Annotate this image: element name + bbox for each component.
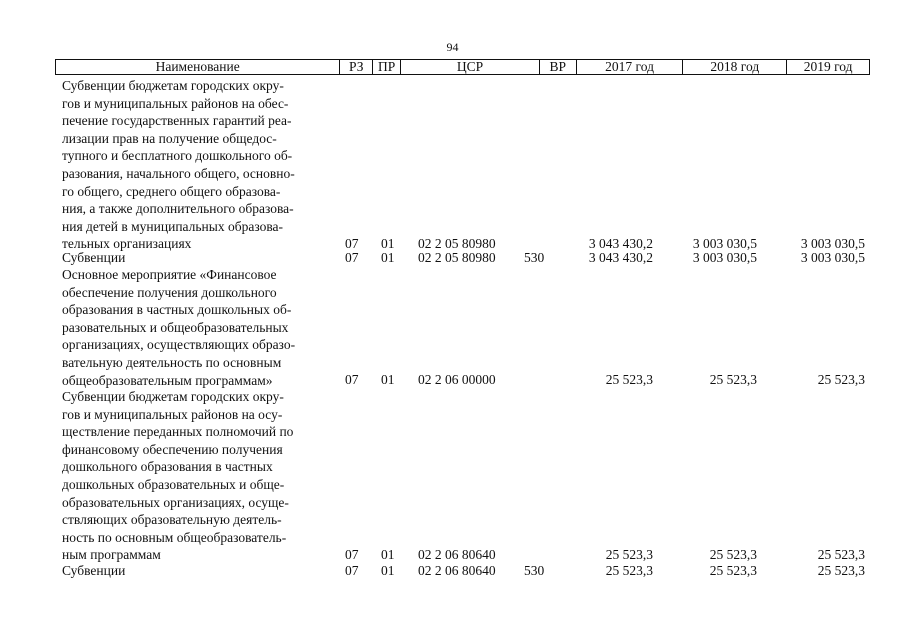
cell-pr: 01 — [381, 563, 395, 578]
header-name: Наименование — [56, 60, 340, 74]
row-name-line: ным программам — [62, 547, 161, 563]
header-csr: ЦСР — [401, 60, 540, 74]
table-row — [0, 249, 905, 267]
cell-rz: 07 — [345, 372, 359, 388]
cell-2019: 3 003 030,5 — [800, 250, 865, 265]
cell-2019: 3 003 030,5 — [800, 236, 865, 252]
header-rz: РЗ — [340, 60, 373, 74]
cell-2018: 25 523,3 — [709, 372, 757, 388]
cell-rz: 07 — [345, 250, 359, 265]
cell-csr: 02 2 05 80980 — [418, 250, 496, 265]
row-name-line: тупного и бесплатного дошкольного об- — [62, 148, 293, 164]
cell-2018: 3 003 030,5 — [692, 236, 757, 252]
cell-2017: 25 523,3 — [605, 372, 653, 388]
row-name-line: обеспечение получения дошкольного — [62, 284, 277, 300]
cell-csr: 02 2 06 80640 — [418, 547, 496, 563]
row-name-line: ствляющих образовательную деятель- — [62, 512, 282, 528]
cell-pr: 01 — [381, 250, 395, 265]
cell-2019: 25 523,3 — [817, 563, 865, 578]
row-name-line: образования в частных дошкольных об- — [62, 302, 292, 318]
row-name-line: финансовому обеспечению получения — [62, 441, 283, 457]
cell-2019: 25 523,3 — [817, 372, 865, 388]
row-name-line: ществление переданных полномочий по — [62, 424, 294, 440]
header-vr: ВР — [540, 60, 577, 74]
row-name-line: ность по основным общеобразователь- — [62, 529, 287, 545]
row-name — [62, 388, 342, 564]
row-name-line: дошкольных образовательных и обще- — [62, 476, 285, 492]
cell-2017: 3 043 430,2 — [588, 236, 653, 252]
row-name — [62, 77, 342, 253]
page-number: 94 — [446, 40, 459, 54]
cell-csr: 02 2 06 80640 — [418, 563, 496, 578]
cell-rz: 07 — [345, 547, 359, 563]
cell-2019: 25 523,3 — [817, 547, 865, 563]
row-name — [62, 562, 342, 580]
cell-2018: 3 003 030,5 — [692, 250, 757, 265]
cell-csr: 02 2 05 80980 — [418, 236, 496, 252]
table-row — [0, 266, 905, 389]
row-name-line: вательную деятельность по основным — [62, 354, 282, 370]
table-row — [0, 562, 905, 580]
table-row — [0, 77, 905, 253]
row-name-line: го общего, среднего общего образова- — [62, 183, 281, 199]
row-name-line: Субвенции бюджетам городских окру- — [62, 78, 284, 93]
cell-2018: 25 523,3 — [709, 547, 757, 563]
cell-2018: 25 523,3 — [709, 563, 757, 578]
cell-vr — [524, 371, 554, 389]
cell-2017: 25 523,3 — [605, 563, 653, 578]
cell-pr: 01 — [381, 236, 395, 252]
header-2018: 2018 год — [683, 60, 787, 74]
row-name-line: Субвенции — [62, 250, 126, 265]
cell-pr: 01 — [381, 547, 395, 563]
row-name-line: печение государственных гарантий реа- — [62, 113, 292, 129]
cell-rz: 07 — [345, 236, 359, 252]
row-name-line: разования, начального общего, основно- — [62, 165, 295, 181]
header-2017: 2017 год — [577, 60, 684, 74]
row-name-line: организациях, осуществляющих образо- — [62, 337, 296, 353]
table-header — [55, 59, 870, 75]
row-name-line: дошкольного образования в частных — [62, 459, 273, 475]
row-name-line: Субвенции бюджетам городских окру- — [62, 389, 284, 404]
cell-rz: 07 — [345, 563, 359, 578]
cell-2017: 3 043 430,2 — [588, 250, 653, 265]
row-name — [62, 249, 342, 267]
row-name-line: гов и муниципальных районов на обес- — [62, 95, 289, 111]
cell-vr: 530 — [524, 563, 545, 578]
row-name-line: ния детей в муниципальных образова- — [62, 218, 284, 234]
cell-2017: 25 523,3 — [605, 547, 653, 563]
cell-csr: 02 2 06 00000 — [418, 372, 496, 388]
row-name-line: образовательных организациях, осуще- — [62, 494, 289, 510]
row-name-line: тельных организациях — [62, 236, 192, 252]
row-name-line: лизации прав на получение общедос- — [62, 130, 277, 146]
table-row — [0, 388, 905, 564]
row-name-line: разовательных и общеобразовательных — [62, 319, 289, 335]
row-name-line: ния, а также дополнительного образова- — [62, 201, 294, 217]
row-name-line: гов и муниципальных районов на осу- — [62, 406, 283, 422]
row-name-line: Субвенции — [62, 563, 126, 578]
cell-pr: 01 — [381, 372, 395, 388]
header-pr: ПР — [373, 60, 401, 74]
cell-vr: 530 — [524, 250, 545, 265]
row-name-line: общеобразовательным программам» — [62, 372, 273, 388]
header-2019: 2019 год — [803, 59, 853, 74]
row-name — [62, 266, 342, 389]
row-name-line: Основное мероприятие «Финансовое — [62, 267, 277, 282]
